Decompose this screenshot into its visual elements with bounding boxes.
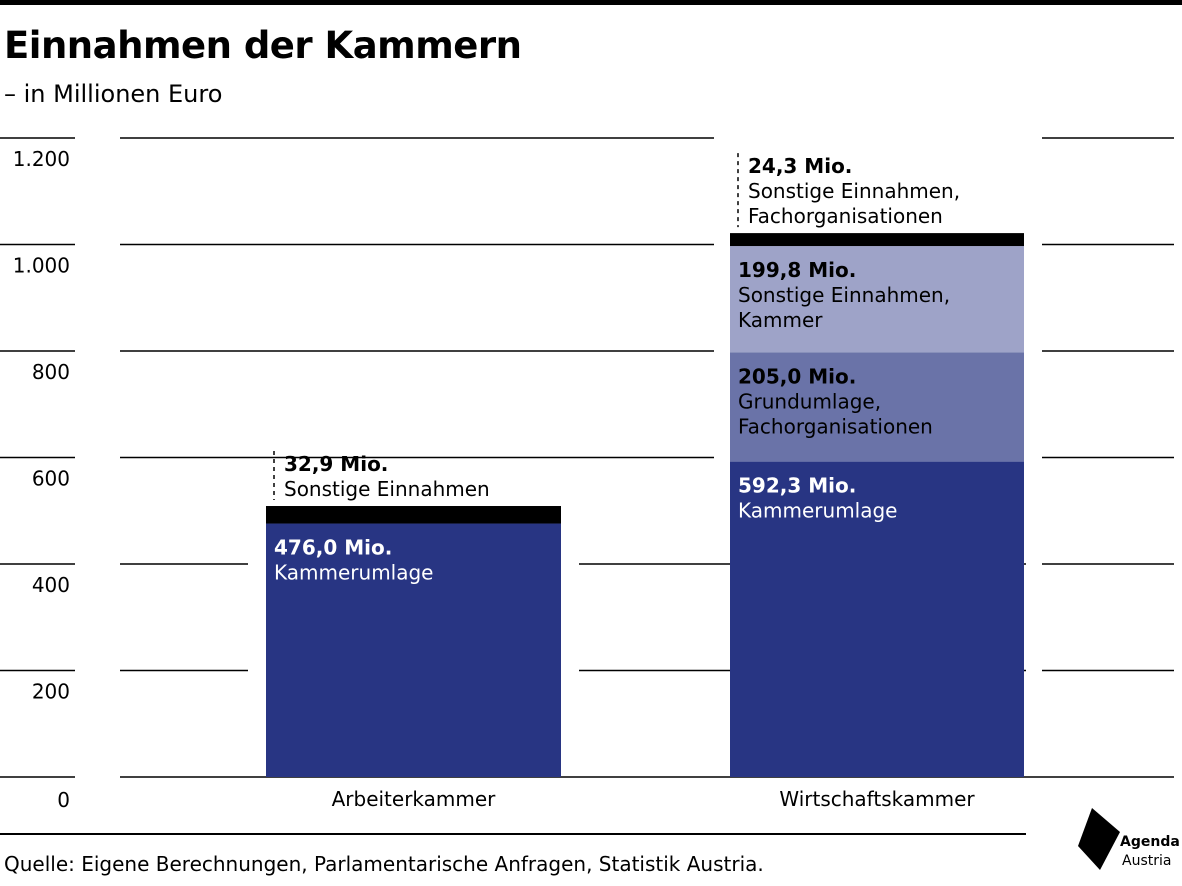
segment-label: Kammerumlage: [274, 560, 434, 585]
y-tick-label: 200: [31, 679, 70, 704]
logo-mark-icon: [1074, 806, 1124, 876]
bottom-rule: [0, 833, 1026, 835]
segment-value-label: 205,0 Mio.: [738, 364, 857, 389]
bar-segment: [266, 506, 561, 524]
segment-value-label: 592,3 Mio.: [738, 473, 857, 498]
segment-value-label: 32,9 Mio.: [284, 452, 389, 477]
chart-title: Einnahmen der Kammern: [4, 24, 522, 67]
x-category-label: Wirtschaftskammer: [779, 787, 975, 811]
segment-value-label: 199,8 Mio.: [738, 258, 857, 283]
segment-value-label: 24,3 Mio.: [748, 154, 853, 179]
y-tick-label: 0: [57, 788, 70, 812]
agenda-austria-logo: [1074, 806, 1182, 882]
source-note: Quelle: Eigene Berechnungen, Parlamentarische Anfragen, Statistik Austria.: [4, 852, 764, 876]
segment-value-label: 476,0 Mio.: [274, 535, 393, 560]
y-tick-label: 1.000: [12, 253, 70, 278]
y-tick-label: 1.200: [12, 147, 70, 171]
y-tick-label: 800: [31, 360, 70, 384]
chart-subtitle: – in Millionen Euro: [4, 80, 223, 108]
y-tick-label: 400: [31, 573, 70, 597]
segment-label: Kammer: [738, 308, 823, 333]
segment-label: Fachorganisationen: [748, 204, 943, 229]
segment-label: Sonstige Einnahmen,: [748, 179, 961, 204]
segment-label: Sonstige Einnahmen: [284, 477, 490, 502]
logo-text-austria: Austria: [1122, 853, 1172, 869]
segment-label: Sonstige Einnahmen,: [738, 283, 951, 308]
segment-label: Grundumlage,: [738, 389, 882, 414]
bar-segment: [730, 233, 1024, 246]
y-tick-label: 600: [31, 466, 70, 491]
logo-text-agenda: Agenda: [1120, 834, 1180, 850]
segment-label: Fachorganisationen: [738, 414, 933, 439]
x-category-label: Arbeiterkammer: [331, 787, 496, 811]
segment-label: Kammerumlage: [738, 498, 898, 523]
